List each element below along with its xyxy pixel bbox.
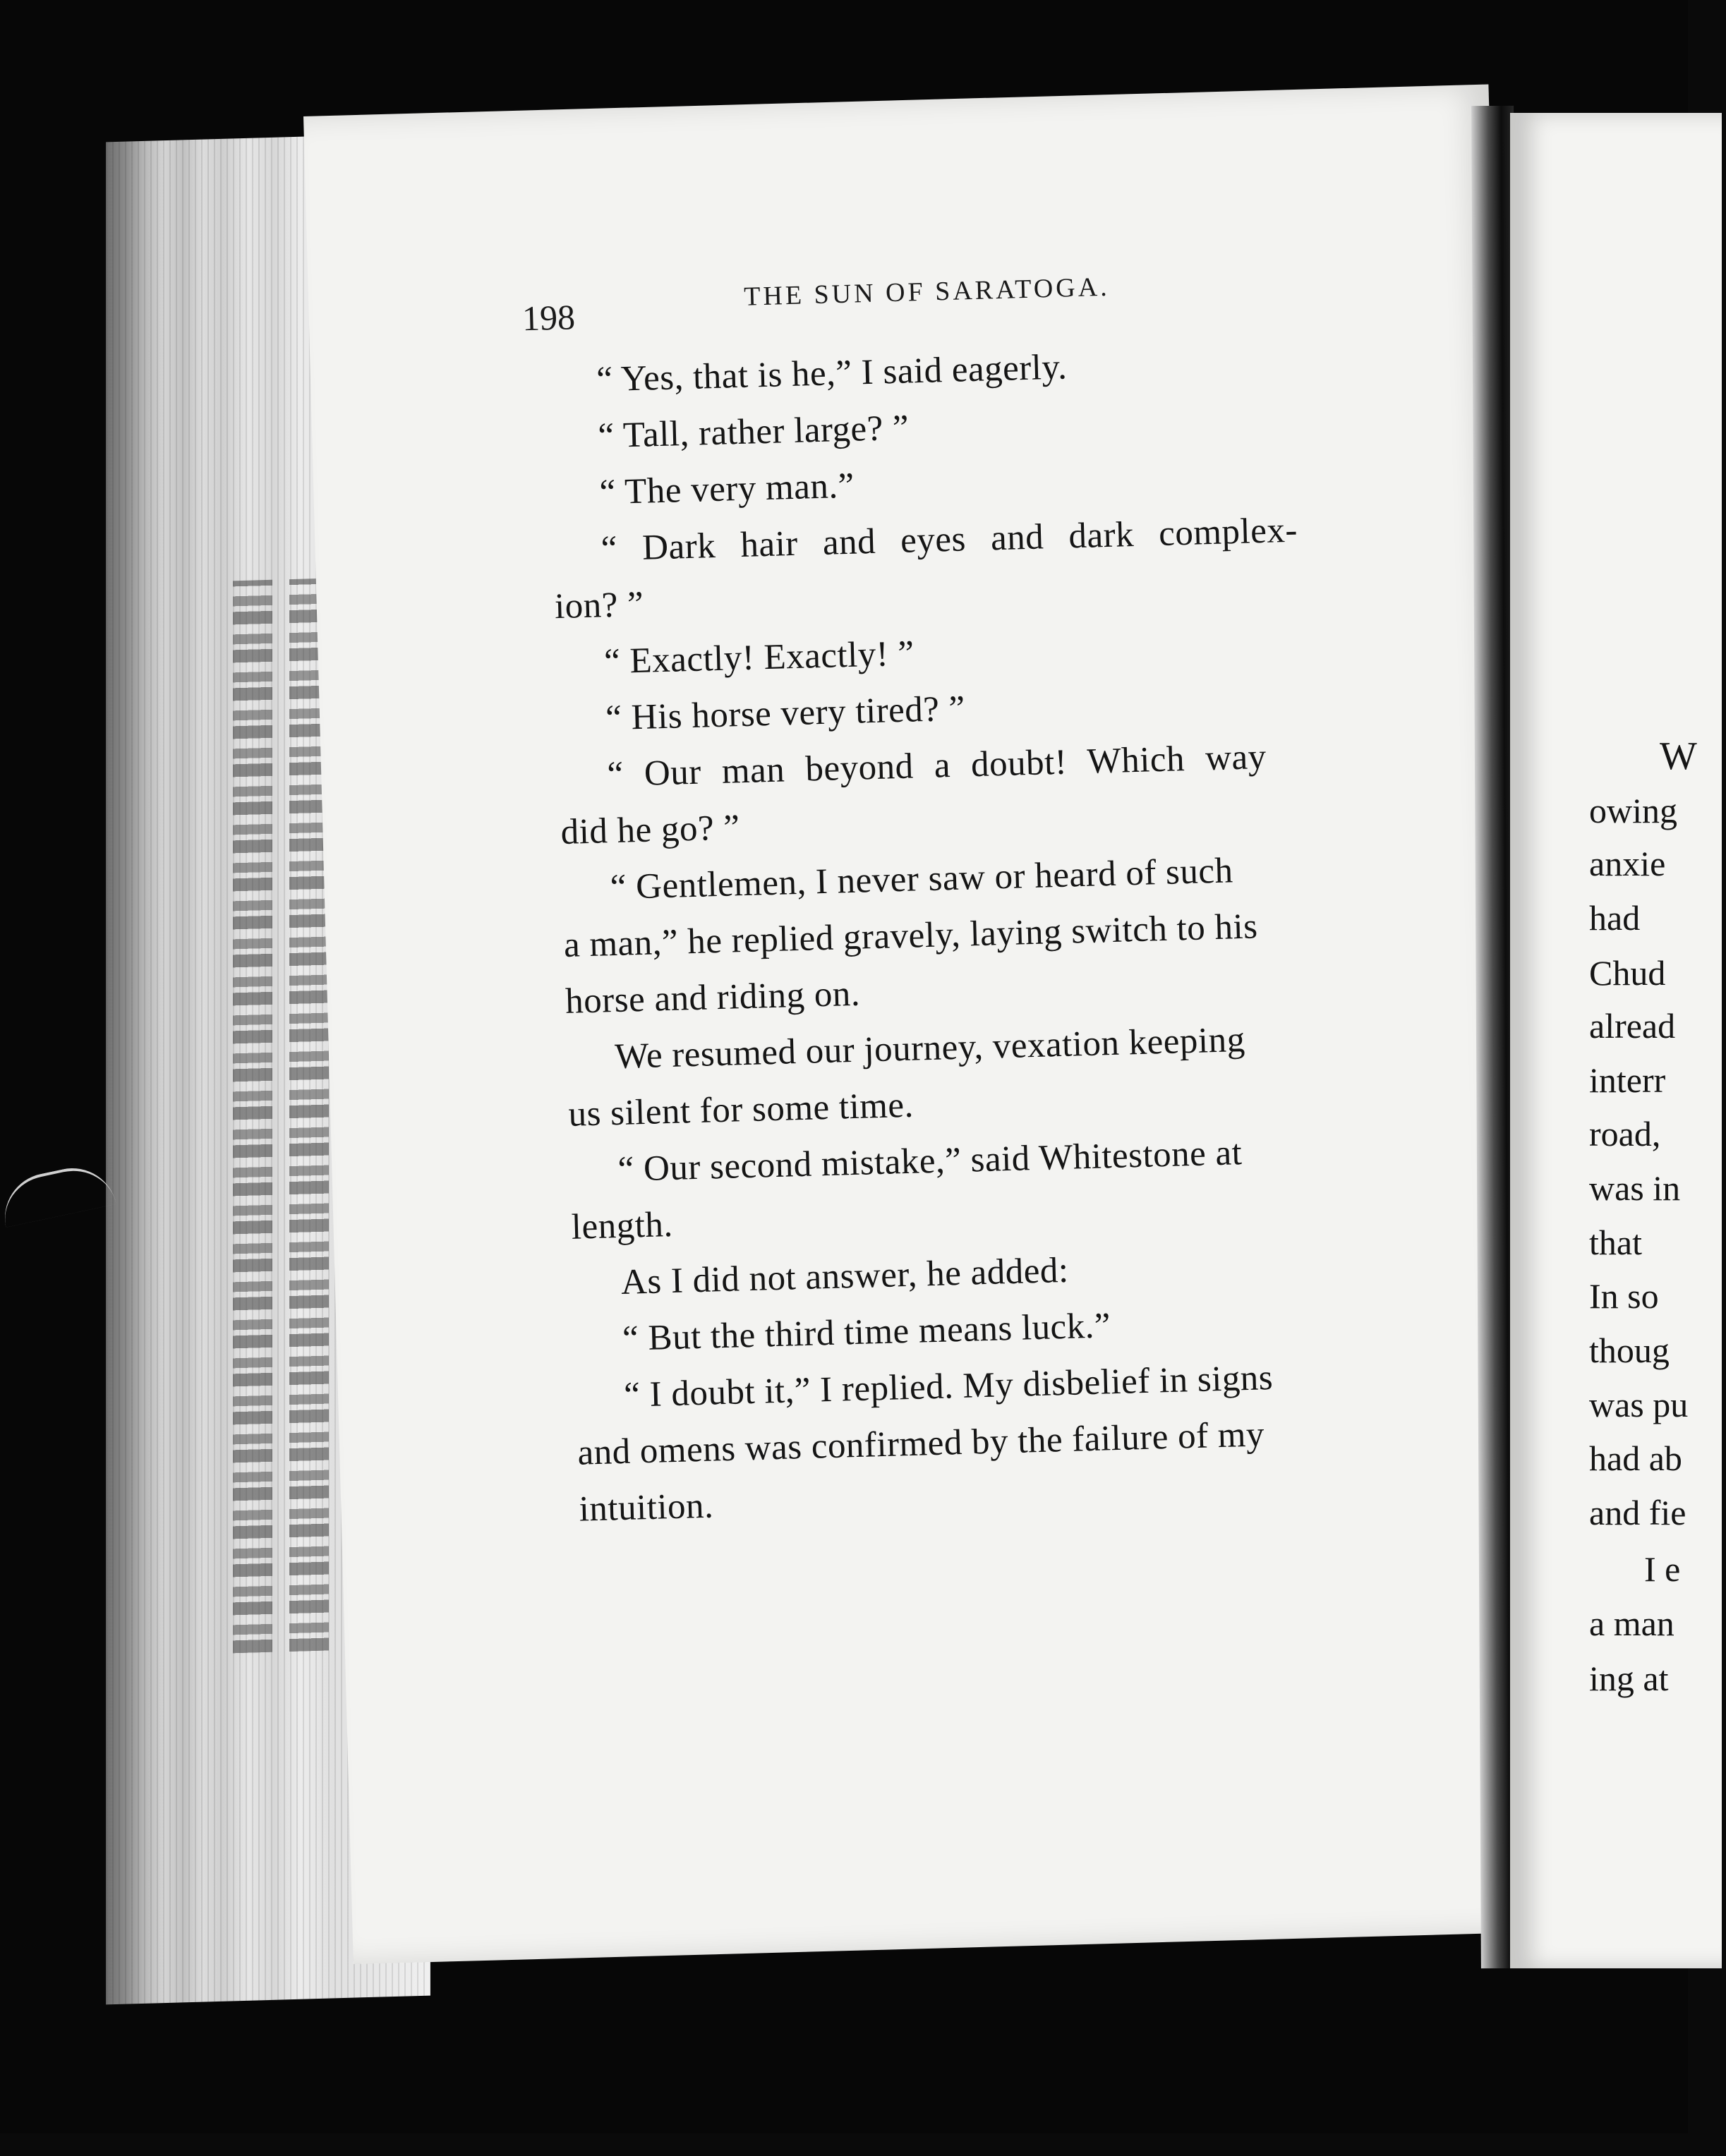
- text-line: “ The very man.”: [598, 466, 855, 513]
- text-line: “ I doubt it,” I replied. My disbelief in signs: [623, 1358, 1274, 1415]
- text-line: horse and riding on.: [565, 974, 861, 1022]
- text-line: As I did not answer, he added:: [620, 1250, 1070, 1302]
- text-line: “ Tall, rather large? ”: [597, 408, 910, 456]
- chapter-initial: W: [1660, 734, 1697, 778]
- text-line: had ab: [1589, 1439, 1682, 1478]
- text-line: “ Exactly! Exactly! ”: [603, 634, 915, 682]
- text-line: “ But the third time means luck.”: [622, 1306, 1111, 1359]
- text-line: “ Our second mistake,” said Whitestone at: [617, 1133, 1243, 1190]
- text-line: ing at: [1589, 1659, 1669, 1698]
- text-line: We resumed our journey, vexation keeping: [614, 1019, 1246, 1077]
- text-line: had: [1589, 898, 1641, 938]
- text-line: “ Dark hair and eyes and dark complex-: [601, 510, 1298, 569]
- text-line: ion? ”: [554, 584, 644, 627]
- text-line: anxie: [1589, 844, 1666, 883]
- text-line: a man,” he replied gravely, laying switch to his: [563, 907, 1259, 965]
- text-line: and omens was confirmed by the failure of my: [577, 1415, 1265, 1473]
- text-line: road,: [1589, 1114, 1661, 1153]
- text-line: was in: [1589, 1168, 1681, 1208]
- text-line: did he go? ”: [560, 808, 741, 853]
- text-line: that: [1589, 1223, 1642, 1262]
- text-line: alread: [1589, 1006, 1676, 1046]
- running-head: THE SUN OF SARATOGA.: [743, 272, 1111, 312]
- text-line: owing: [1589, 791, 1677, 830]
- text-line: us silent for some time.: [567, 1085, 915, 1134]
- text-line: “ Gentlemen, I never saw or heard of such: [610, 851, 1234, 908]
- text-line: Chud: [1589, 953, 1666, 993]
- text-line: thoug: [1589, 1331, 1670, 1370]
- text-line: length.: [571, 1204, 674, 1247]
- text-line: In so: [1589, 1276, 1659, 1316]
- text-line: a man: [1589, 1604, 1674, 1643]
- text-line: intuition.: [578, 1486, 714, 1530]
- text-line: “ Our man beyond a doubt! Which way: [606, 737, 1267, 795]
- text-line: I e: [1644, 1549, 1681, 1589]
- page-number: 198: [521, 297, 576, 339]
- text-line: and fie: [1589, 1493, 1686, 1532]
- text-line: “ Yes, that is he,” I said eagerly.: [596, 347, 1068, 400]
- text-line: interr: [1589, 1060, 1666, 1100]
- text-line: was pu: [1589, 1385, 1689, 1424]
- text-line: “ His horse very tired? ”: [605, 689, 966, 739]
